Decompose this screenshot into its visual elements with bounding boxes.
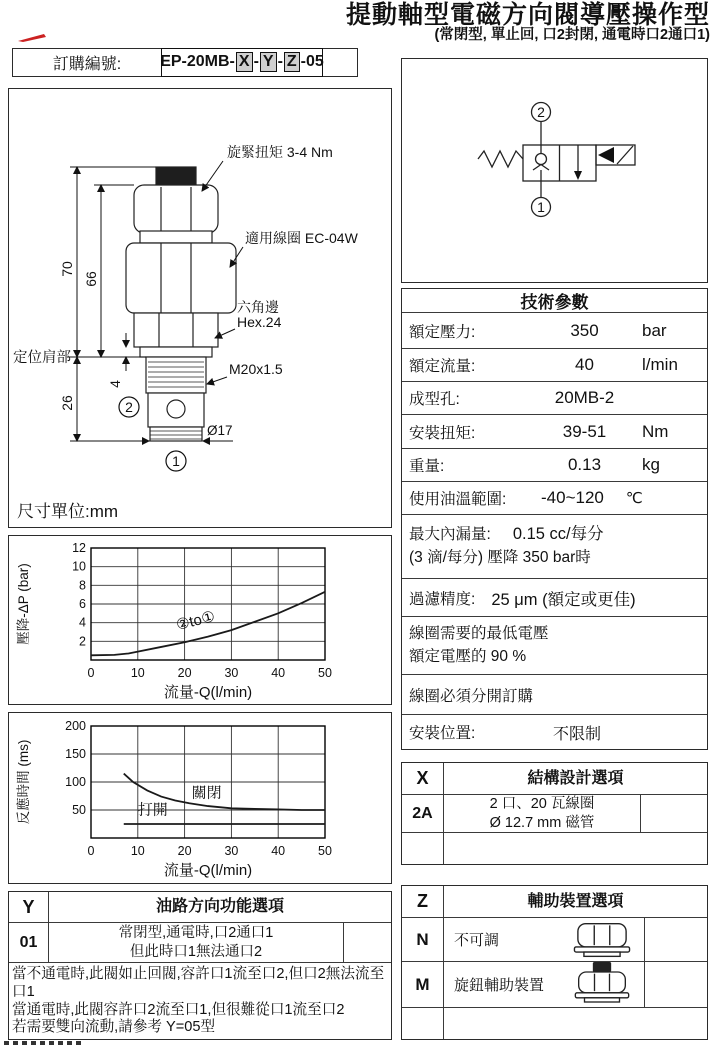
coil-label: 適用線圈 EC-04W bbox=[245, 230, 358, 246]
check-seat-icon bbox=[533, 165, 549, 171]
option-x-box: X bbox=[236, 52, 253, 72]
x-option-key: 2A bbox=[402, 795, 444, 832]
pressure-drop-chart bbox=[11, 538, 387, 704]
x-option-line1: 2 口、20 瓦線圈 bbox=[489, 796, 595, 813]
z-option-row-n bbox=[402, 918, 707, 962]
note-line: 當不通電時,此閥如止回閥,容許口1流至口2,但口2無法流至口1 bbox=[12, 966, 385, 1000]
flow-arrow-icon bbox=[574, 171, 582, 180]
x-empty-row bbox=[402, 833, 707, 864]
spring-icon bbox=[478, 151, 523, 167]
svg-text:0: 0 bbox=[87, 844, 95, 858]
option-y-box: Y bbox=[260, 52, 277, 72]
tech-row-coil-note: 線圈必須分開訂購 bbox=[402, 675, 707, 715]
voltage-line2: 額定電壓的 90 % bbox=[409, 647, 527, 665]
knurled-cap bbox=[156, 167, 196, 185]
tech-label: 重量: bbox=[409, 458, 445, 475]
tech-row-torque bbox=[402, 415, 707, 449]
x-table-header bbox=[402, 763, 707, 795]
z-option-row-m bbox=[402, 962, 707, 1008]
part-suffix: -05 bbox=[300, 53, 324, 70]
thread-label: M20x1.5 bbox=[229, 361, 283, 377]
tech-label: 成型孔: bbox=[409, 391, 460, 408]
y-option-row-01 bbox=[9, 923, 391, 963]
y-option-key: 01 bbox=[9, 923, 49, 962]
tech-label: 額定壓力: bbox=[409, 323, 476, 341]
tech-value: 39-51 bbox=[562, 421, 607, 441]
tech-label: 使用油溫範圍: bbox=[409, 491, 507, 508]
x-option-row-2a bbox=[402, 795, 707, 833]
coil-nut bbox=[134, 185, 218, 233]
valve-body-outline bbox=[126, 167, 236, 441]
tech-row-flow bbox=[402, 349, 707, 382]
shoulder-label: 定位肩部 bbox=[13, 350, 71, 366]
x-option-desc bbox=[444, 795, 640, 832]
tech-row-mounting bbox=[402, 715, 707, 749]
port-1-label: 1 bbox=[172, 453, 180, 469]
svg-text:10: 10 bbox=[130, 666, 145, 680]
tech-unit: ℃ bbox=[625, 490, 643, 507]
page-subtitle: (常閉型, 單止回, 口2封閉, 通電時口2通口1) bbox=[434, 27, 710, 44]
x-title: 結構設計選項 bbox=[527, 769, 624, 787]
page-title: 提動軸型電磁方向閥導壓操作型 bbox=[345, 1, 710, 29]
svg-text:150: 150 bbox=[65, 747, 86, 761]
y-key: Y bbox=[9, 892, 49, 922]
title-block bbox=[0, 2, 710, 44]
dimension-drawing-box bbox=[8, 88, 392, 528]
hex-label-cn: 六角邊 bbox=[237, 299, 279, 315]
tech-unit: Nm bbox=[642, 421, 669, 441]
z-empty-row bbox=[402, 1008, 707, 1039]
tech-unit: l/min bbox=[642, 355, 678, 374]
solenoid-triangle-icon bbox=[598, 147, 614, 163]
order-number-label: 訂購編號: bbox=[52, 56, 122, 73]
z-option-key: M bbox=[402, 962, 444, 1007]
part-number bbox=[161, 48, 323, 77]
svg-text:流量-Q(l/min): 流量-Q(l/min) bbox=[163, 684, 253, 701]
y-table-notes bbox=[9, 963, 391, 1037]
svg-text:關閉: 關閉 bbox=[191, 784, 222, 802]
z-option-label: 旋鈕輔助裝置 bbox=[454, 977, 545, 994]
voltage-line1: 線圈需要的最低電壓 bbox=[409, 625, 549, 643]
z-table-header bbox=[402, 886, 707, 918]
svg-text:8: 8 bbox=[79, 578, 86, 593]
tech-title: 技術參數 bbox=[402, 289, 707, 313]
svg-text:②to①: ②to① bbox=[174, 607, 217, 635]
tech-value: 20MB-2 bbox=[554, 388, 615, 407]
svg-text:壓降-ΔP (bar): 壓降-ΔP (bar) bbox=[16, 563, 31, 645]
part-prefix: EP-20MB- bbox=[160, 53, 235, 70]
leak-label: 最大內漏量: bbox=[409, 526, 491, 544]
y-option-line2: 但此時口1無法通口2 bbox=[129, 943, 263, 960]
dim-26: 26 bbox=[59, 395, 75, 411]
hydraulic-symbol bbox=[402, 59, 706, 281]
z-option-icon-cell bbox=[560, 918, 644, 961]
dash2: - bbox=[277, 53, 283, 70]
pressure-drop-chart-box bbox=[8, 535, 392, 705]
symbol-port-1-label: 1 bbox=[537, 199, 545, 215]
svg-text:20: 20 bbox=[177, 666, 192, 680]
option-z-box: Z bbox=[284, 52, 300, 72]
tech-row-min-voltage bbox=[402, 617, 707, 675]
y-title: 油路方向功能選項 bbox=[155, 898, 284, 915]
svg-text:20: 20 bbox=[177, 844, 192, 858]
svg-text:12: 12 bbox=[72, 541, 86, 555]
tech-value: 0.13 bbox=[567, 455, 602, 474]
tech-value: 350 bbox=[570, 320, 599, 340]
tech-row-leakage bbox=[402, 515, 707, 579]
svg-text:50: 50 bbox=[318, 666, 332, 680]
valve-drawing bbox=[9, 89, 390, 493]
response-time-chart-box bbox=[8, 712, 392, 884]
nut-flange bbox=[140, 231, 212, 243]
z-option-key: N bbox=[402, 918, 444, 961]
nut-with-knob-icon bbox=[572, 962, 632, 1007]
z-options-table bbox=[401, 885, 708, 1040]
washer bbox=[140, 347, 212, 357]
torque-label: 旋緊扭矩 3-4 Nm bbox=[227, 144, 333, 160]
dim-4: 4 bbox=[107, 380, 123, 388]
svg-text:40: 40 bbox=[271, 844, 286, 858]
mount-value: 不限制 bbox=[553, 725, 602, 743]
response-time-chart bbox=[11, 716, 387, 882]
z-option-icon-cell bbox=[560, 962, 644, 1007]
tech-label: 安裝扭矩: bbox=[409, 424, 476, 442]
svg-text:200: 200 bbox=[65, 719, 86, 733]
svg-text:40: 40 bbox=[271, 666, 286, 680]
z-option-label: 不可調 bbox=[454, 932, 500, 949]
leak-condition: (3 滴/每分) 壓降 350 bar時 bbox=[409, 549, 591, 567]
svg-text:4: 4 bbox=[79, 615, 86, 630]
tech-unit: kg bbox=[642, 455, 660, 474]
dim-dia17: Ø17 bbox=[207, 423, 233, 438]
x-option-empty-cell bbox=[640, 795, 707, 832]
dash1: - bbox=[253, 53, 259, 70]
coil-body bbox=[126, 243, 236, 313]
tech-row-filtration bbox=[402, 579, 707, 617]
check-ball-icon bbox=[536, 154, 547, 165]
hex-label-en: Hex.24 bbox=[237, 314, 282, 330]
dimension-unit-note: 尺寸單位:mm bbox=[17, 502, 119, 521]
y-option-empty-cell bbox=[343, 923, 391, 962]
svg-text:30: 30 bbox=[224, 666, 239, 680]
svg-text:100: 100 bbox=[65, 775, 86, 789]
mount-label: 安裝位置: bbox=[409, 725, 476, 742]
order-number-box bbox=[12, 48, 358, 77]
symbol-port-2-label: 2 bbox=[537, 104, 545, 120]
cross-hole bbox=[167, 400, 185, 418]
y-option-desc bbox=[49, 923, 343, 962]
svg-text:50: 50 bbox=[72, 803, 86, 817]
hex-nut bbox=[134, 313, 218, 347]
svg-text:0: 0 bbox=[87, 666, 95, 680]
dim-66: 66 bbox=[83, 271, 99, 287]
hydraulic-symbol-box bbox=[401, 58, 708, 283]
filter-label: 過濾精度: bbox=[409, 590, 476, 608]
tech-row-pressure bbox=[402, 313, 707, 349]
svg-text:10: 10 bbox=[72, 559, 86, 574]
svg-text:打開: 打開 bbox=[137, 801, 168, 819]
svg-text:反應時間 (ms): 反應時間 (ms) bbox=[16, 739, 31, 825]
tech-row-weight bbox=[402, 449, 707, 482]
filter-value: 25 μm (額定或更佳) bbox=[491, 590, 636, 609]
svg-text:10: 10 bbox=[130, 844, 145, 858]
svg-text:流量-Q(l/min): 流量-Q(l/min) bbox=[163, 862, 253, 879]
svg-text:50: 50 bbox=[318, 844, 332, 858]
tech-row-cavity bbox=[402, 382, 707, 415]
nut-icon bbox=[571, 921, 633, 959]
x-option-line2: Ø 12.7 mm 磁管 bbox=[489, 814, 595, 831]
y-table-header bbox=[9, 892, 391, 923]
tech-value: -40~120 bbox=[541, 488, 604, 507]
note-line: 若需要雙向流動,請參考 Y=05型 bbox=[12, 1019, 216, 1036]
footer-clipped-text bbox=[4, 1041, 82, 1045]
tech-label: 額定流量: bbox=[409, 358, 476, 375]
note-line: 當通電時,此閥容許口2流至口1,但很難從口1流至口2 bbox=[12, 1001, 345, 1018]
y-option-line1: 常閉型,通電時,口2通口1 bbox=[118, 925, 274, 942]
tech-value: 40 bbox=[575, 355, 594, 374]
x-key: X bbox=[402, 763, 444, 794]
port-2-label: 2 bbox=[125, 399, 133, 415]
z-key: Z bbox=[402, 886, 444, 917]
svg-text:30: 30 bbox=[224, 844, 239, 858]
svg-text:6: 6 bbox=[79, 597, 86, 611]
svg-text:2: 2 bbox=[79, 634, 86, 649]
x-options-table bbox=[401, 762, 708, 865]
dim-70: 70 bbox=[59, 261, 75, 277]
leak-value: 0.15 cc/每分 bbox=[512, 525, 604, 544]
tech-row-oil-temp bbox=[402, 482, 707, 515]
z-title: 輔助裝置選項 bbox=[527, 892, 624, 910]
tech-unit: bar bbox=[642, 320, 667, 340]
y-options-table bbox=[8, 891, 392, 1040]
technical-parameters-table bbox=[401, 288, 708, 750]
